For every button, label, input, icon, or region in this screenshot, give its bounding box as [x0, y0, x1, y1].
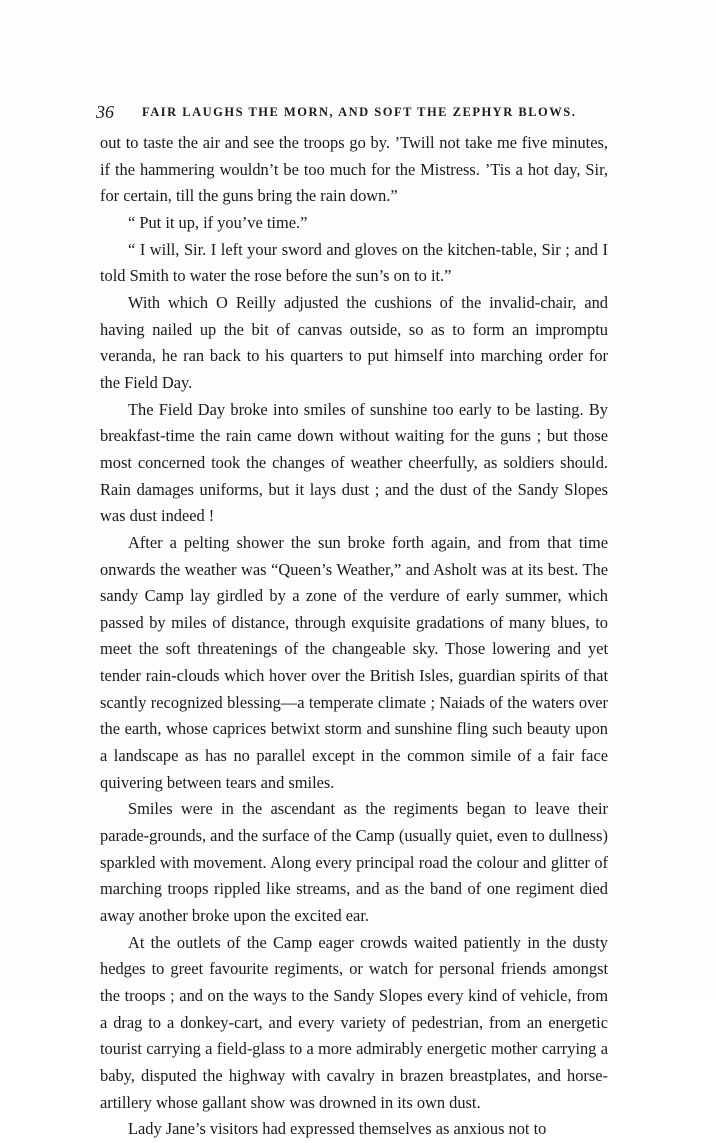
paragraph: Smiles were in the ascendant as the regiments began to leave their parade-grounds, and the surface of the Camp (usually quiet, even to dullness) sparkled with movement. Along every principal road the colour and glitter of marching troops rippled like streams, and as the band of one regiment died away another broke upon the excited ear.	[100, 799, 608, 926]
paragraph: After a pelting shower the sun broke forth again, and from that time onwards the weather was “Queen’s Weather,” and Asholt was at its best. The sandy Camp lay girdled by a zone of the verdure of early summer, which passed by miles of distance, through exquisite gradations of many blues, to meet the soft threatenings of the changeable sky. Those lowering and yet tender rain-clouds which hover over the British Isles, guardian spirits of that scantly recognized blessing—a temperate climate ; Naiads of the waters over the earth, whose caprices betwixt storm and sunshine fling such beauty upon a landscape as has no parallel except in the common simile of a fair face quivering between tears and smiles.	[100, 532, 608, 792]
paragraph: “ Put it up, if you’ve time.”	[128, 212, 308, 232]
page-number: 36	[96, 102, 114, 122]
running-title: FAIR LAUGHS THE MORN, AND SOFT THE ZEPHYR BLOWS.	[142, 105, 577, 119]
paragraph: “ I will, Sir. I left your sword and gloves on the kitchen-table, Sir ; and I told Smith to water the rose before the sun’s on to it.”	[100, 239, 608, 286]
paragraph-continued: out to taste the air and see the troops go by. ’Twill not take me five minutes, if the hammering wouldn’t be too much for the Mistress. ’Tis a hot day, Sir, for certain, till the guns bring the rain down.”	[100, 133, 608, 206]
paragraph: Lady Jane’s visitors had expressed themselves as anxious not to	[128, 1119, 547, 1139]
paragraph: The Field Day broke into smiles of sunshine too early to be lasting. By breakfast-time the rain came down without waiting for the guns ; but those most concerned took the changes of weather cheerfully, as soldiers should. Rain damages uniforms, but it lays dust ; and the dust of the Sandy Slopes was dust indeed !	[100, 399, 608, 526]
body-text	[100, 130, 608, 1143]
paragraph: At the outlets of the Camp eager crowds waited patiently in the dusty hedges to greet favourite regiments, or watch for personal friends amongst the troops ; and on the ways to the Sandy Slopes every kind of vehicle, from a drag to a donkey-cart, and every variety of pedestrian, from an energetic tourist carrying a field-glass to a more admirably energetic mother carrying a baby, disputed the highway with cavalry in brazen breastplates, and horse-artillery whose gallant show was drowned in its own dust.	[100, 932, 608, 1112]
running-head	[96, 102, 620, 124]
paragraph: With which O Reilly adjusted the cushions of the invalid-chair, and having nailed up the bit of canvas outside, so as to form an impromptu veranda, he ran back to his quarters to put himself into marching order for the Field Day.	[100, 292, 608, 392]
